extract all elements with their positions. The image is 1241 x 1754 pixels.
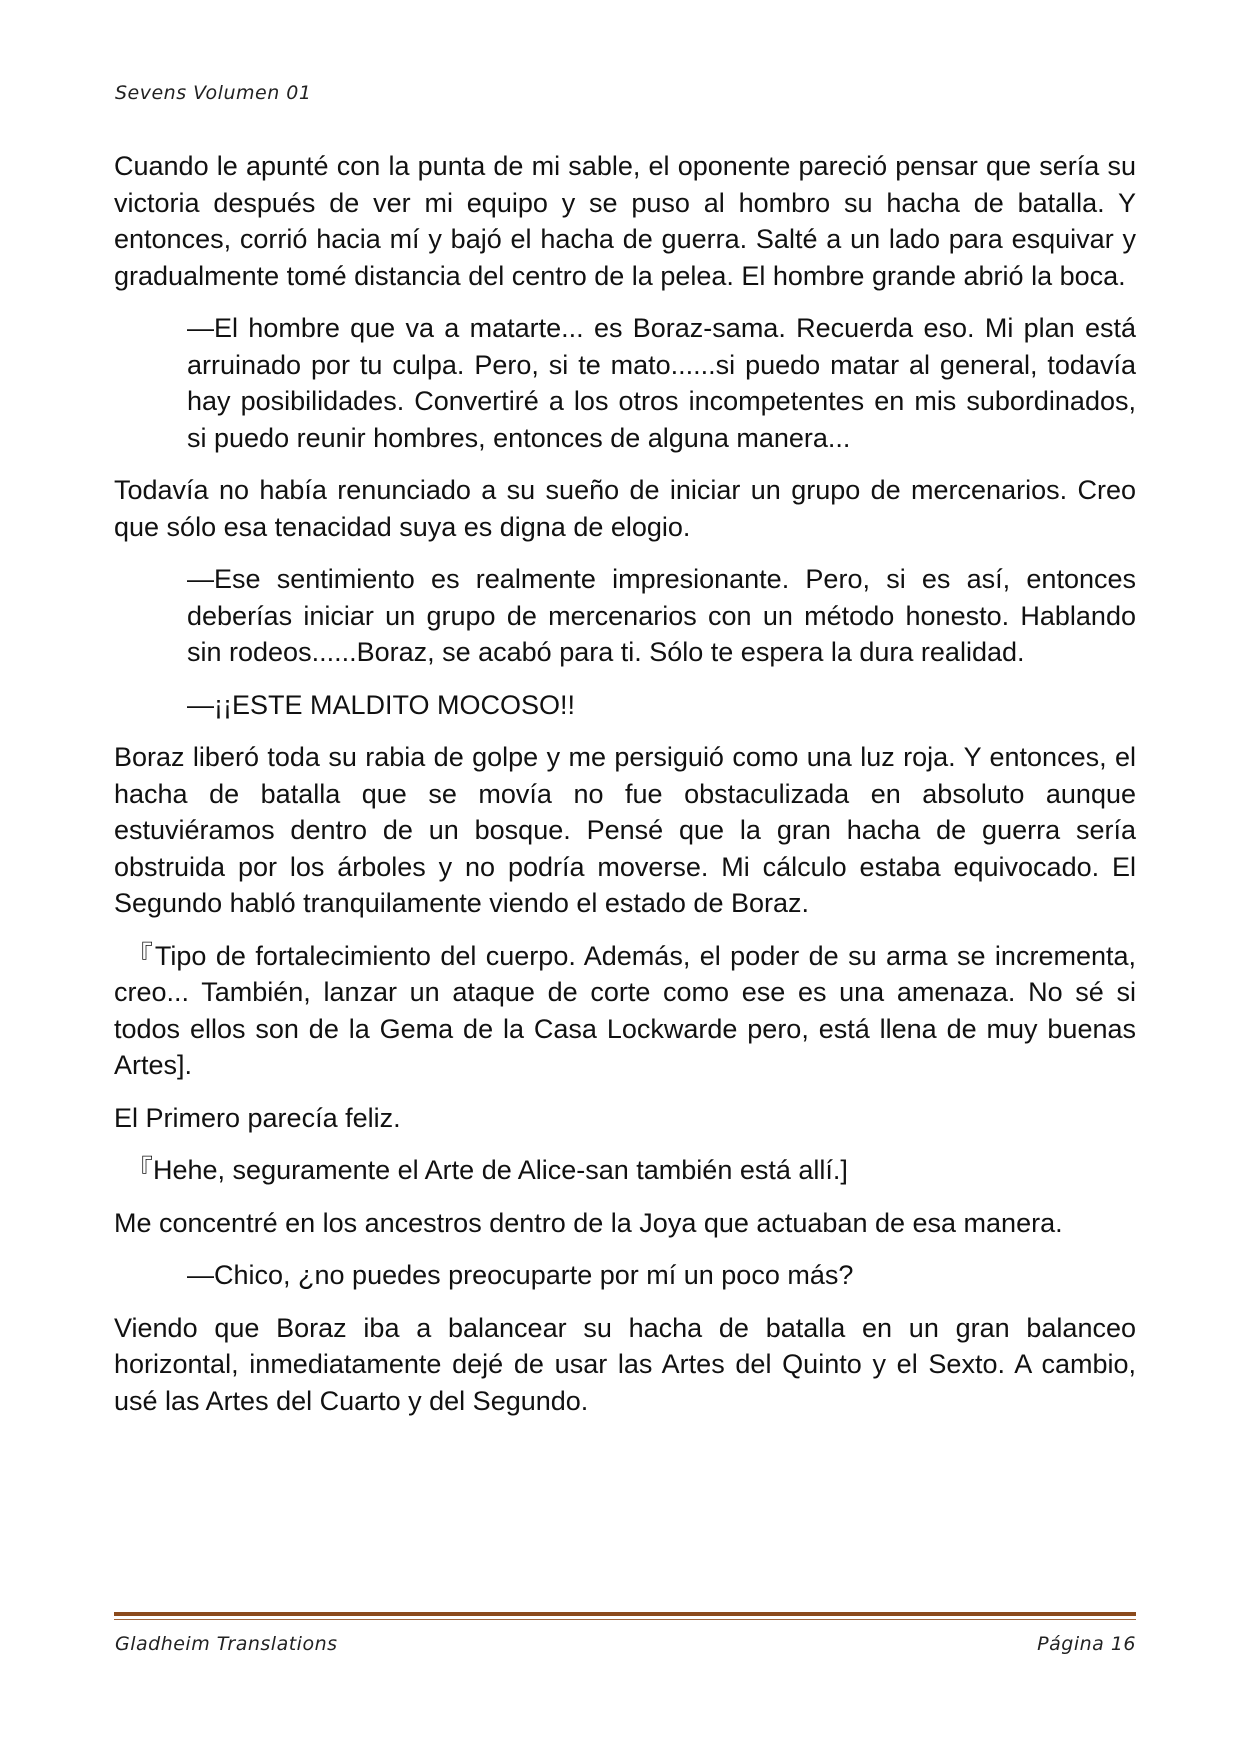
thought-2: 『Hehe, seguramente el Arte de Alice-san también está allí.] xyxy=(126,1155,848,1185)
page-body xyxy=(114,148,1136,1435)
footer-rule xyxy=(114,1612,1136,1616)
paragraph-5: Me concentré en los ancestros dentro de la Joya que actuaban de esa manera. xyxy=(114,1207,1063,1238)
dialogue-1: —El hombre que va a matarte... es Boraz-sama. Recuerda eso. Mi plan está arruinado por tu culpa. Pero, si te mato......si puedo matar al general, todavía hay posibilidades. Convertiré a los otros incompetentes en mis subordinados, si puedo reunir hombres, entonces de alguna manera... xyxy=(187,313,1136,453)
paragraph-3: Boraz liberó toda su rabia de golpe y me persiguió como una luz roja. Y entonces, el hacha de batalla que se movía no fue obstaculizada en absoluto aunque estuviéramos dentro de un bosque. Pensé que la gran hacha de guerra sería obstruida por los árboles y no podría moverse. Mi cálculo estaba equivocado. El Segundo habló tranquilamente viendo el estado de Boraz. xyxy=(114,742,1136,918)
paragraph-1: Cuando le apunté con la punta de mi sable, el oponente pareció pensar que sería su victoria después de ver mi equipo y se puso al hombro su hacha de batalla. Y entonces, corrió hacia mí y bajó el hacha de guerra. Salté a un lado para esquivar y gradualmente tomé distancia del centro de la pelea. El hombre grande abrió la boca. xyxy=(114,151,1136,291)
paragraph-2: Todavía no había renunciado a su sueño de iniciar un grupo de mercenarios. Creo que sólo esa tenacidad suya es digna de elogio. xyxy=(114,475,1136,542)
page-number: Página 16 xyxy=(1037,1633,1136,1655)
running-header: Sevens Volumen 01 xyxy=(115,82,312,104)
paragraph-6: Viendo que Boraz iba a balancear su hacha de batalla en un gran balanceo horizontal, inmediatamente dejé de usar las Artes del Quinto y el Sexto. A cambio, usé las Artes del Cuarto y del Segundo. xyxy=(114,1312,1136,1416)
footer-publisher: Gladheim Translations xyxy=(115,1633,338,1655)
footer-rule-thin xyxy=(114,1619,1136,1620)
dialogue-4: —Chico, ¿no puedes preocuparte por mí un poco más? xyxy=(187,1260,854,1290)
thought-1: 『Tipo de fortalecimiento del cuerpo. Además, el poder de su arma se incrementa, creo... También, lanzar un ataque de corte como ese es una amenaza. No sé si todos ellos son de la Gema de la Casa Lockwarde pero, está llena de muy buenas Artes]. xyxy=(114,940,1136,1080)
paragraph-4: El Primero parecía feliz. xyxy=(114,1102,401,1133)
dialogue-2: —Ese sentimiento es realmente impresionante. Pero, si es así, entonces deberías iniciar un grupo de mercenarios con un método honesto. Hablando sin rodeos......Boraz, se acabó para ti. Sólo te espera la dura realidad. xyxy=(187,564,1136,667)
dialogue-3: —¡¡ESTE MALDITO MOCOSO!! xyxy=(187,689,576,720)
